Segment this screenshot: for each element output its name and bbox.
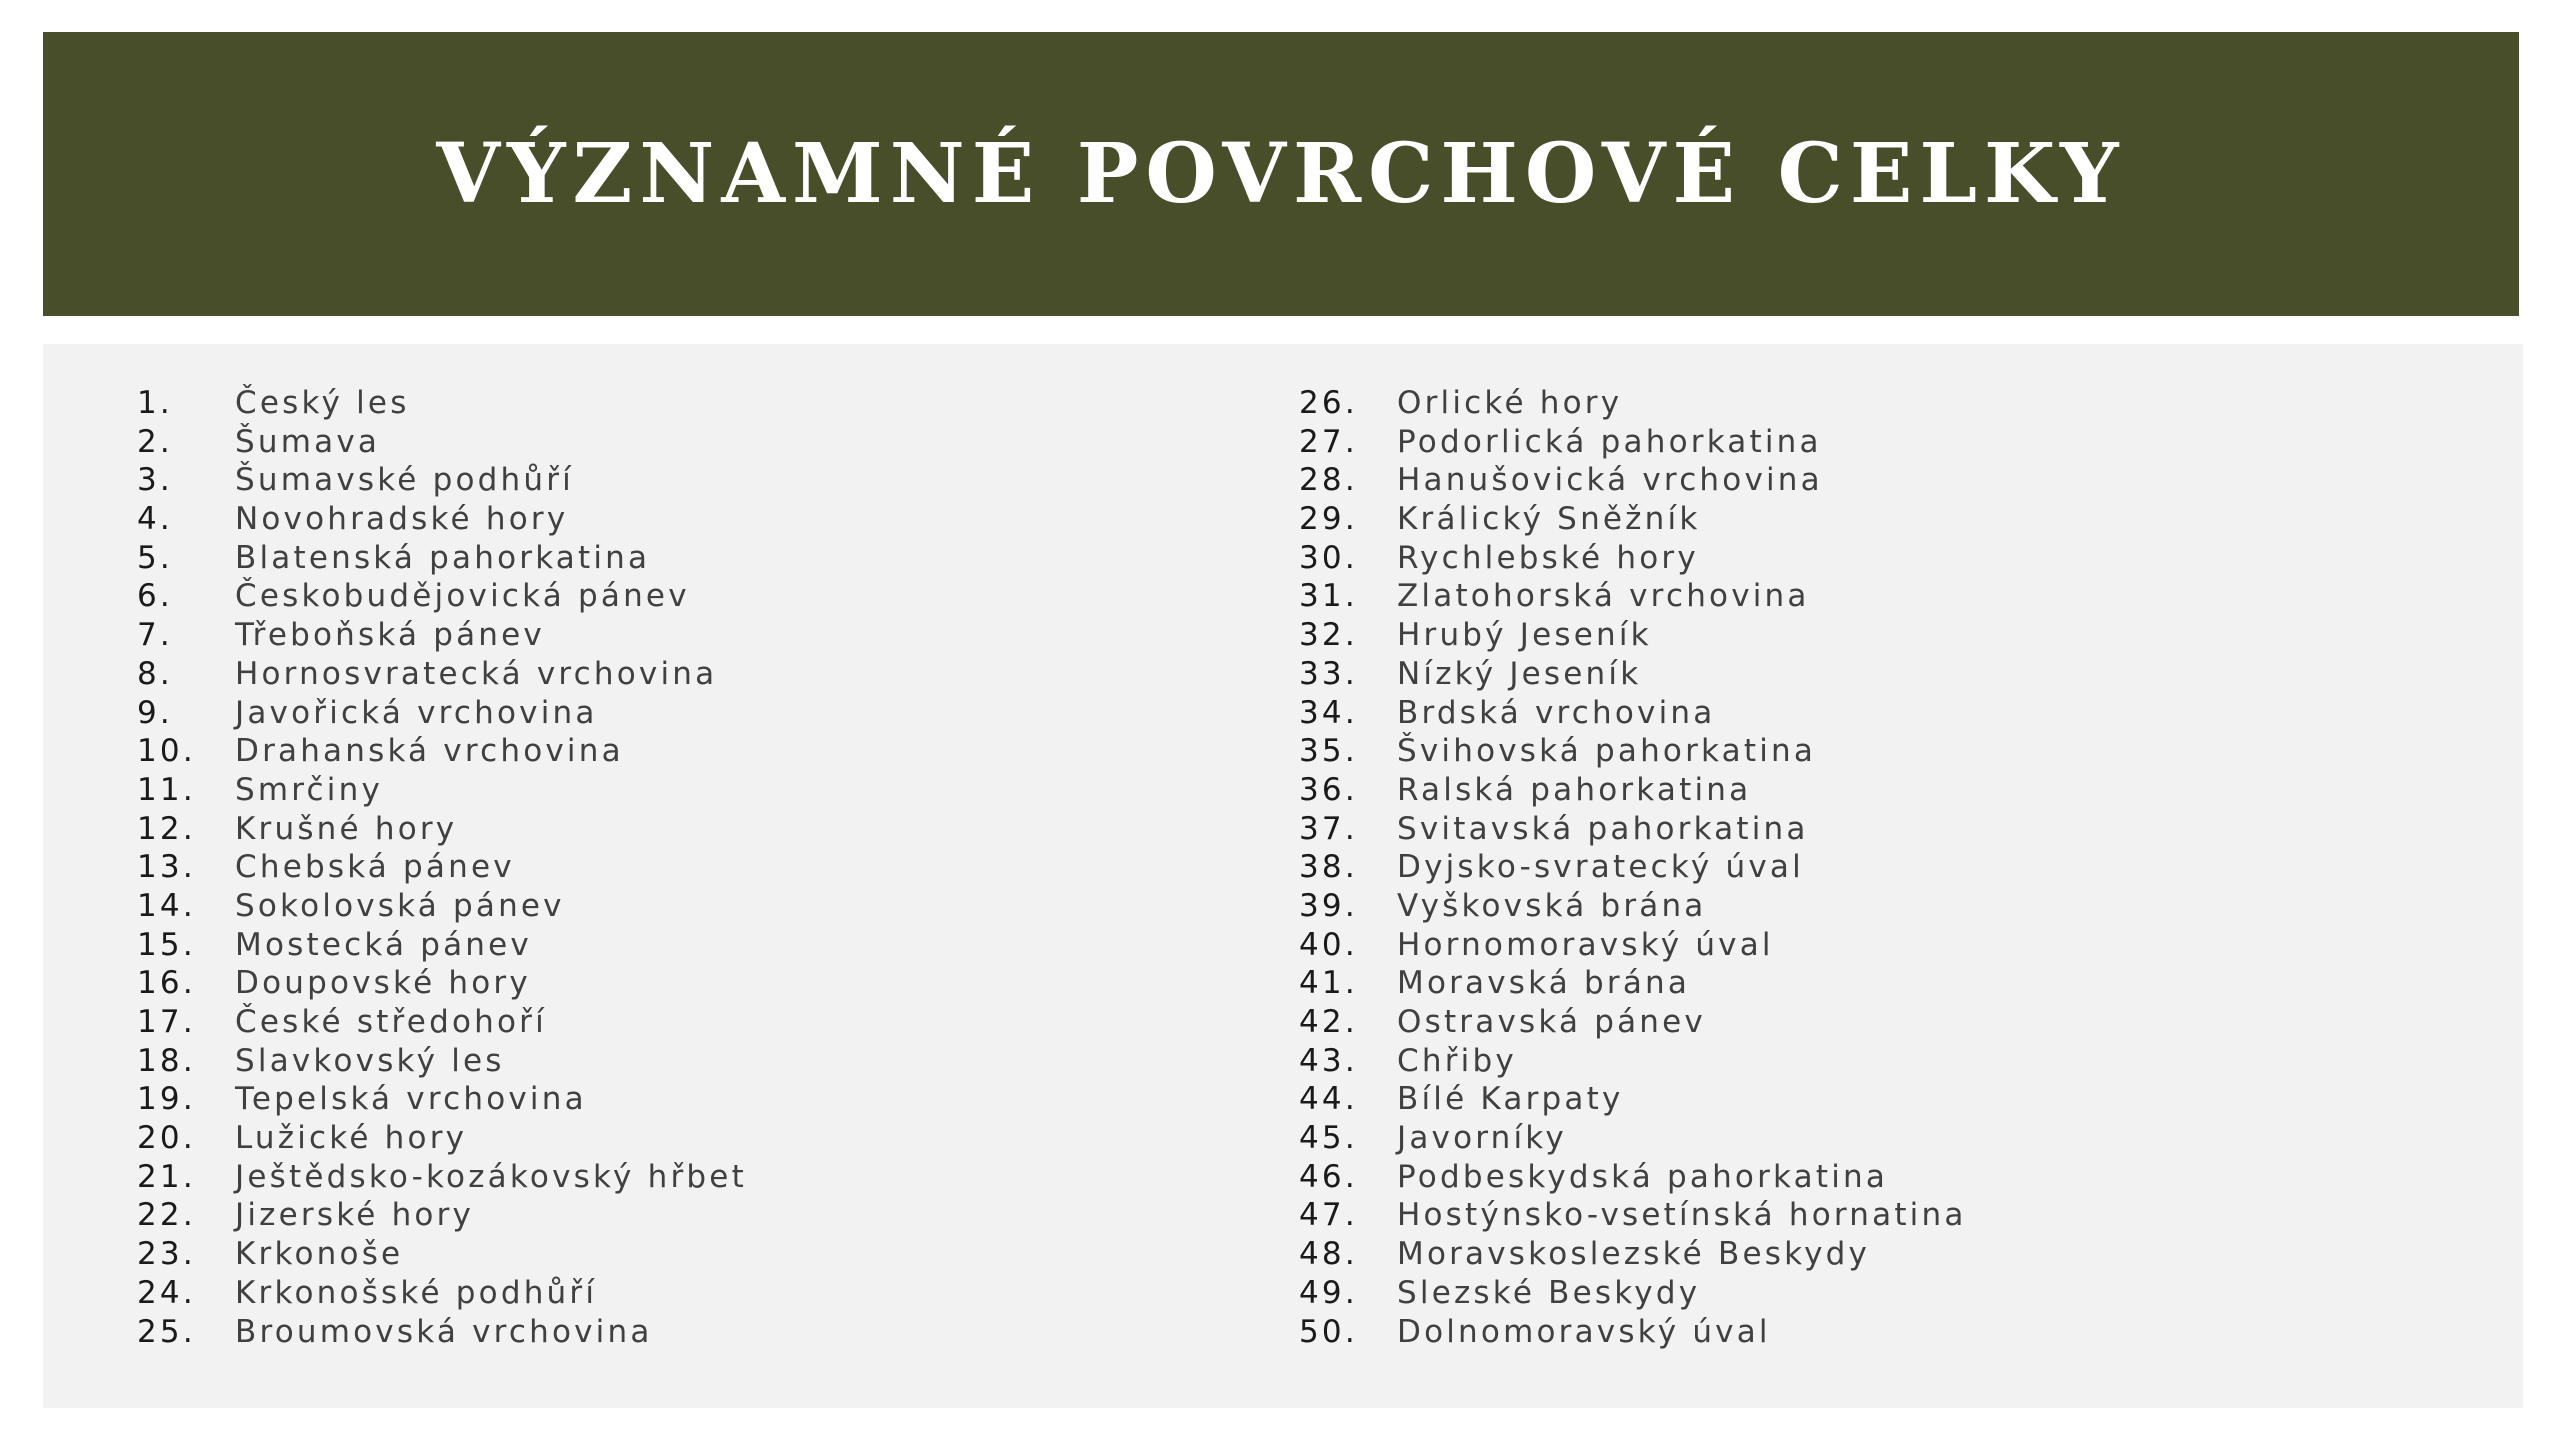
list-item xyxy=(137,1196,747,1235)
list-item-label: Podbeskydská pahorkatina xyxy=(1397,1158,1889,1195)
list-item-number: 45. xyxy=(1299,1120,1358,1157)
list-item-number: 26. xyxy=(1299,385,1358,421)
list-item-label: Svitavská pahorkatina xyxy=(1397,810,1809,847)
list-item-label: Broumovská vrchovina xyxy=(235,1313,653,1350)
list-item-number: 7. xyxy=(137,617,173,654)
list-item xyxy=(137,1042,747,1081)
list-item-number: 40. xyxy=(1299,926,1358,963)
list-item-number: 5. xyxy=(137,539,173,576)
list-item-label: Novohradské hory xyxy=(235,501,569,538)
list-item xyxy=(1299,1080,1967,1119)
list-item xyxy=(137,655,747,694)
list-item-number: 31. xyxy=(1299,578,1358,615)
list-item xyxy=(137,539,747,578)
list-item-number: 34. xyxy=(1299,694,1358,731)
list-item-label: Šumava xyxy=(235,423,381,460)
list-item-number: 4. xyxy=(137,501,173,538)
list-item-number: 15. xyxy=(137,926,196,963)
list-item-label: Tepelská vrchovina xyxy=(235,1081,587,1118)
list-item xyxy=(137,1274,747,1313)
list-item xyxy=(1299,577,1967,616)
list-item xyxy=(137,926,747,965)
list-item-label: Smrčiny xyxy=(235,771,383,808)
list-item-label: Brdská vrchovina xyxy=(1397,694,1716,731)
list-item-label: Českobudějovická pánev xyxy=(235,578,690,615)
content-panel xyxy=(43,344,2523,1408)
list-item-label: Bílé Karpaty xyxy=(1397,1081,1624,1118)
list-item xyxy=(1299,771,1967,810)
list-item-number: 37. xyxy=(1299,810,1358,847)
list-item-label: Blatenská pahorkatina xyxy=(235,539,651,576)
list-item xyxy=(1299,539,1967,578)
list-item-number: 13. xyxy=(137,849,196,886)
list-item-label: Jizerské hory xyxy=(235,1197,475,1234)
list-item xyxy=(137,694,747,733)
list-item-number: 48. xyxy=(1299,1236,1358,1273)
list-item-label: České středohoří xyxy=(235,1004,547,1040)
list-item xyxy=(137,423,747,462)
list-item-number: 6. xyxy=(137,578,173,615)
list-item-number: 16. xyxy=(137,965,196,1002)
list-item xyxy=(137,1003,747,1042)
list-item-label: Zlatohorská vrchovina xyxy=(1397,578,1810,615)
list-item-label: Švihovská pahorkatina xyxy=(1397,733,1817,770)
list-item-label: Sokolovská pánev xyxy=(235,887,565,924)
list-item-label: Vyškovská brána xyxy=(1397,887,1707,924)
list-item xyxy=(1299,384,1967,423)
list-item xyxy=(137,771,747,810)
title-banner xyxy=(43,32,2519,316)
list-item xyxy=(137,500,747,539)
list-item-number: 24. xyxy=(137,1274,196,1311)
list-item-number: 35. xyxy=(1299,733,1358,770)
list-item xyxy=(1299,1119,1967,1158)
list-item-number: 42. xyxy=(1299,1004,1358,1040)
list-item-label: Šumavské podhůří xyxy=(235,462,574,499)
list-item xyxy=(1299,461,1967,500)
list-item-number: 11. xyxy=(137,771,196,808)
list-item-number: 39. xyxy=(1299,887,1358,924)
list-item-number: 28. xyxy=(1299,462,1358,499)
list-item-number: 50. xyxy=(1299,1313,1358,1350)
list-item-label: Ještědsko-kozákovský hřbet xyxy=(235,1158,747,1195)
list-item xyxy=(137,964,747,1003)
slide-title: VÝZNAMNÉ POVRCHOVÉ CELKY xyxy=(436,126,2126,222)
list-item xyxy=(137,384,747,423)
list-item-label: Krušné hory xyxy=(235,810,458,847)
list-item-number: 14. xyxy=(137,887,196,924)
list-item-number: 18. xyxy=(137,1042,196,1079)
list-item xyxy=(1299,810,1967,849)
list-item-number: 27. xyxy=(1299,423,1358,460)
list-item-label: Ralská pahorkatina xyxy=(1397,771,1752,808)
list-item-number: 21. xyxy=(137,1158,196,1195)
list-item-label: Králický Sněžník xyxy=(1397,501,1701,538)
list-item-number: 41. xyxy=(1299,965,1358,1002)
list-item xyxy=(137,1080,747,1119)
list-item-number: 46. xyxy=(1299,1158,1358,1195)
list-item xyxy=(1299,732,1967,771)
list-item-label: Hanušovická vrchovina xyxy=(1397,462,1823,499)
list-item-number: 47. xyxy=(1299,1197,1358,1234)
list-item xyxy=(137,577,747,616)
list-item xyxy=(137,461,747,500)
list-item xyxy=(1299,1003,1967,1042)
list-item-label: Slavkovský les xyxy=(235,1042,505,1079)
left-list xyxy=(137,384,747,1351)
list-item xyxy=(1299,926,1967,965)
list-item-label: Dolnomoravský úval xyxy=(1397,1313,1771,1350)
list-item xyxy=(1299,887,1967,926)
list-item-number: 33. xyxy=(1299,655,1358,692)
list-item xyxy=(137,1119,747,1158)
list-item xyxy=(137,848,747,887)
list-item-label: Podorlická pahorkatina xyxy=(1397,423,1822,460)
list-item-number: 2. xyxy=(137,423,173,460)
list-item xyxy=(137,887,747,926)
list-item-label: Doupovské hory xyxy=(235,965,531,1002)
list-item xyxy=(1299,423,1967,462)
list-item xyxy=(1299,500,1967,539)
list-item-number: 10. xyxy=(137,733,196,770)
list-item xyxy=(1299,694,1967,733)
list-item xyxy=(137,732,747,771)
list-item xyxy=(1299,1196,1967,1235)
list-item xyxy=(1299,848,1967,887)
list-item-number: 12. xyxy=(137,810,196,847)
list-item-number: 1. xyxy=(137,385,173,421)
list-item xyxy=(137,1235,747,1274)
list-item xyxy=(1299,655,1967,694)
list-item-label: Lužické hory xyxy=(235,1120,468,1157)
list-item-label: Hostýnsko-vsetínská hornatina xyxy=(1397,1197,1967,1234)
list-item xyxy=(137,1158,747,1197)
list-item xyxy=(137,810,747,849)
list-item-number: 3. xyxy=(137,462,173,499)
list-item xyxy=(1299,1235,1967,1274)
list-item xyxy=(137,1313,747,1352)
list-item-label: Ostravská pánev xyxy=(1397,1004,1706,1040)
list-item-label: Rychlebské hory xyxy=(1397,539,1699,576)
list-item-number: 43. xyxy=(1299,1042,1358,1079)
list-item-label: Moravskoslezské Beskydy xyxy=(1397,1236,1871,1273)
list-item-number: 44. xyxy=(1299,1081,1358,1118)
list-item-number: 17. xyxy=(137,1004,196,1040)
list-item-number: 19. xyxy=(137,1081,196,1118)
list-item-label: Moravská brána xyxy=(1397,965,1691,1002)
list-item-number: 22. xyxy=(137,1197,196,1234)
list-item-label: Český les xyxy=(235,385,410,421)
list-item-label: Mostecká pánev xyxy=(235,926,532,963)
list-item-label: Javorníky xyxy=(1397,1120,1567,1157)
list-item-number: 8. xyxy=(137,655,173,692)
list-item-number: 38. xyxy=(1299,849,1358,886)
list-item-label: Drahanská vrchovina xyxy=(235,733,624,770)
list-item-label: Hornomoravský úval xyxy=(1397,926,1774,963)
list-item-number: 23. xyxy=(137,1236,196,1273)
list-item xyxy=(1299,1042,1967,1081)
list-item-label: Javořická vrchovina xyxy=(235,694,598,731)
list-item-number: 29. xyxy=(1299,501,1358,538)
list-item-number: 30. xyxy=(1299,539,1358,576)
list-item-number: 32. xyxy=(1299,617,1358,654)
list-item xyxy=(1299,964,1967,1003)
list-item-number: 49. xyxy=(1299,1274,1358,1311)
list-item-number: 36. xyxy=(1299,771,1358,808)
list-item-number: 20. xyxy=(137,1120,196,1157)
list-item-label: Dyjsko-svratecký úval xyxy=(1397,849,1804,886)
list-item-label: Slezské Beskydy xyxy=(1397,1274,1701,1311)
list-item-label: Chřiby xyxy=(1397,1042,1517,1079)
right-list xyxy=(1299,384,1967,1351)
list-item-label: Hornosvratecká vrchovina xyxy=(235,655,718,692)
list-item xyxy=(1299,1313,1967,1352)
list-item-label: Chebská pánev xyxy=(235,849,515,886)
list-item-number: 25. xyxy=(137,1313,196,1350)
list-item xyxy=(1299,1274,1967,1313)
list-item xyxy=(1299,616,1967,655)
list-item-label: Třeboňská pánev xyxy=(235,617,545,654)
list-item-label: Nízký Jeseník xyxy=(1397,655,1642,692)
list-item-label: Hrubý Jeseník xyxy=(1397,617,1652,654)
list-item-label: Krkonošské podhůří xyxy=(235,1274,598,1311)
list-item-label: Orlické hory xyxy=(1397,385,1623,421)
list-item-label: Krkonoše xyxy=(235,1236,404,1273)
list-item-number: 9. xyxy=(137,694,173,731)
list-item xyxy=(137,616,747,655)
list-item xyxy=(1299,1158,1967,1197)
